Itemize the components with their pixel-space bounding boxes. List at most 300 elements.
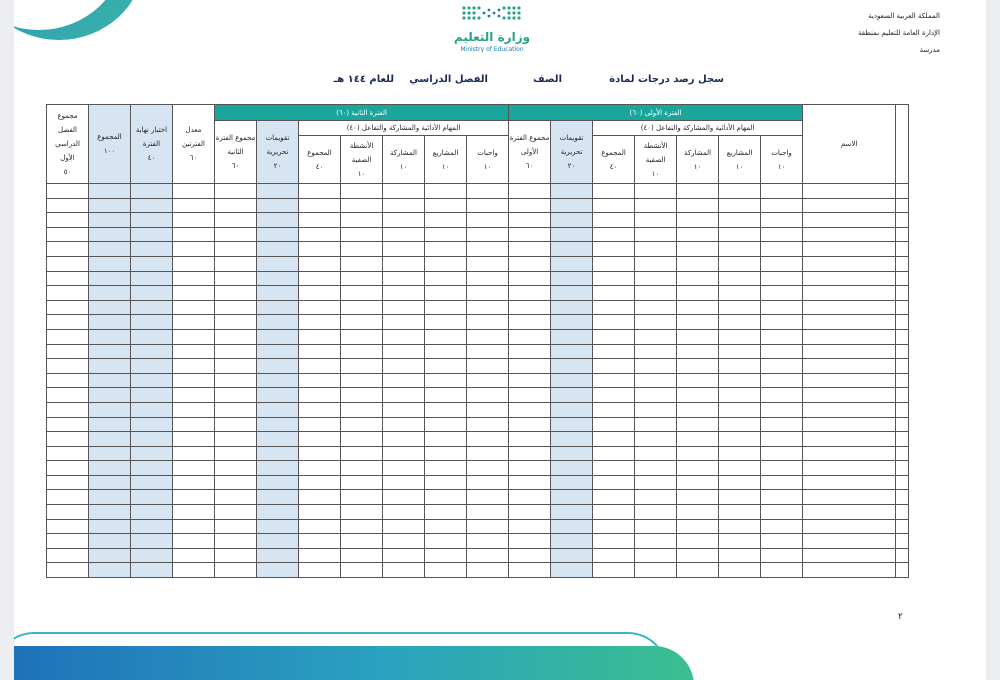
grade-cell[interactable] xyxy=(257,432,299,447)
grade-cell[interactable] xyxy=(131,534,173,549)
grade-cell[interactable] xyxy=(551,402,593,417)
grade-cell[interactable] xyxy=(896,213,909,228)
grade-cell[interactable] xyxy=(47,475,89,490)
grade-cell[interactable] xyxy=(341,286,383,301)
grade-cell[interactable] xyxy=(131,242,173,257)
grade-cell[interactable] xyxy=(551,315,593,330)
student-name-cell[interactable] xyxy=(803,315,896,330)
grade-cell[interactable] xyxy=(89,344,131,359)
grade-cell[interactable] xyxy=(383,271,425,286)
grade-cell[interactable] xyxy=(551,505,593,520)
grade-cell[interactable] xyxy=(173,198,215,213)
grade-cell[interactable] xyxy=(425,461,467,476)
grade-cell[interactable] xyxy=(467,198,509,213)
grade-cell[interactable] xyxy=(215,213,257,228)
grade-cell[interactable] xyxy=(467,388,509,403)
grade-cell[interactable] xyxy=(677,534,719,549)
grade-cell[interactable] xyxy=(89,432,131,447)
student-name-cell[interactable] xyxy=(803,432,896,447)
grade-cell[interactable] xyxy=(635,271,677,286)
student-name-cell[interactable] xyxy=(803,271,896,286)
grade-cell[interactable] xyxy=(677,432,719,447)
grade-cell[interactable] xyxy=(761,417,803,432)
grade-cell[interactable] xyxy=(719,213,761,228)
grade-cell[interactable] xyxy=(215,534,257,549)
grade-cell[interactable] xyxy=(173,563,215,578)
grade-cell[interactable] xyxy=(383,519,425,534)
grade-cell[interactable] xyxy=(47,388,89,403)
grade-cell[interactable] xyxy=(257,242,299,257)
grade-cell[interactable] xyxy=(677,344,719,359)
grade-cell[interactable] xyxy=(299,315,341,330)
grade-cell[interactable] xyxy=(467,373,509,388)
grade-cell[interactable] xyxy=(299,359,341,374)
grade-cell[interactable] xyxy=(299,402,341,417)
grade-cell[interactable] xyxy=(215,227,257,242)
grade-cell[interactable] xyxy=(719,227,761,242)
grade-cell[interactable] xyxy=(761,432,803,447)
grade-cell[interactable] xyxy=(896,271,909,286)
grade-cell[interactable] xyxy=(341,198,383,213)
grade-cell[interactable] xyxy=(257,534,299,549)
grade-cell[interactable] xyxy=(593,329,635,344)
grade-cell[interactable] xyxy=(635,563,677,578)
grade-cell[interactable] xyxy=(551,475,593,490)
student-name-cell[interactable] xyxy=(803,563,896,578)
grade-cell[interactable] xyxy=(383,184,425,199)
grade-cell[interactable] xyxy=(467,548,509,563)
grade-cell[interactable] xyxy=(761,213,803,228)
grade-cell[interactable] xyxy=(761,256,803,271)
grade-cell[interactable] xyxy=(89,548,131,563)
grade-cell[interactable] xyxy=(341,402,383,417)
grade-cell[interactable] xyxy=(509,548,551,563)
grade-cell[interactable] xyxy=(509,505,551,520)
grade-cell[interactable] xyxy=(173,534,215,549)
grade-cell[interactable] xyxy=(299,256,341,271)
grade-cell[interactable] xyxy=(215,519,257,534)
grade-cell[interactable] xyxy=(551,329,593,344)
grade-cell[interactable] xyxy=(257,402,299,417)
grade-cell[interactable] xyxy=(761,315,803,330)
grade-cell[interactable] xyxy=(719,198,761,213)
grade-cell[interactable] xyxy=(551,184,593,199)
grade-cell[interactable] xyxy=(896,286,909,301)
grade-cell[interactable] xyxy=(257,461,299,476)
grade-cell[interactable] xyxy=(509,227,551,242)
grade-cell[interactable] xyxy=(131,344,173,359)
grade-cell[interactable] xyxy=(677,519,719,534)
student-name-cell[interactable] xyxy=(803,388,896,403)
grade-cell[interactable] xyxy=(47,446,89,461)
grade-cell[interactable] xyxy=(896,373,909,388)
grade-cell[interactable] xyxy=(635,256,677,271)
grade-cell[interactable] xyxy=(341,548,383,563)
grade-cell[interactable] xyxy=(719,344,761,359)
grade-cell[interactable] xyxy=(173,184,215,199)
grade-cell[interactable] xyxy=(896,505,909,520)
grade-cell[interactable] xyxy=(299,213,341,228)
grade-cell[interactable] xyxy=(635,402,677,417)
grade-cell[interactable] xyxy=(257,198,299,213)
grade-cell[interactable] xyxy=(593,286,635,301)
grade-cell[interactable] xyxy=(593,490,635,505)
grade-cell[interactable] xyxy=(761,286,803,301)
grade-cell[interactable] xyxy=(131,286,173,301)
grade-cell[interactable] xyxy=(173,373,215,388)
grade-cell[interactable] xyxy=(89,402,131,417)
student-name-cell[interactable] xyxy=(803,402,896,417)
grade-cell[interactable] xyxy=(299,417,341,432)
grade-cell[interactable] xyxy=(677,286,719,301)
grade-cell[interactable] xyxy=(551,534,593,549)
grade-cell[interactable] xyxy=(896,548,909,563)
grade-cell[interactable] xyxy=(173,344,215,359)
grade-cell[interactable] xyxy=(89,315,131,330)
grade-cell[interactable] xyxy=(131,184,173,199)
grade-cell[interactable] xyxy=(341,461,383,476)
grade-cell[interactable] xyxy=(215,548,257,563)
grade-cell[interactable] xyxy=(761,505,803,520)
grade-cell[interactable] xyxy=(383,548,425,563)
grade-cell[interactable] xyxy=(896,475,909,490)
grade-cell[interactable] xyxy=(257,373,299,388)
grade-cell[interactable] xyxy=(896,198,909,213)
grade-cell[interactable] xyxy=(761,548,803,563)
grade-cell[interactable] xyxy=(257,227,299,242)
grade-cell[interactable] xyxy=(719,373,761,388)
grade-cell[interactable] xyxy=(467,432,509,447)
grade-cell[interactable] xyxy=(761,227,803,242)
grade-cell[interactable] xyxy=(173,432,215,447)
grade-cell[interactable] xyxy=(215,402,257,417)
grade-cell[interactable] xyxy=(425,432,467,447)
grade-cell[interactable] xyxy=(761,475,803,490)
grade-cell[interactable] xyxy=(719,242,761,257)
grade-cell[interactable] xyxy=(383,475,425,490)
grade-cell[interactable] xyxy=(215,242,257,257)
grade-cell[interactable] xyxy=(47,256,89,271)
grade-cell[interactable] xyxy=(467,534,509,549)
grade-cell[interactable] xyxy=(593,402,635,417)
grade-cell[interactable] xyxy=(896,461,909,476)
grade-cell[interactable] xyxy=(215,563,257,578)
grade-cell[interactable] xyxy=(383,300,425,315)
grade-cell[interactable] xyxy=(896,490,909,505)
grade-cell[interactable] xyxy=(215,432,257,447)
grade-cell[interactable] xyxy=(383,373,425,388)
grade-cell[interactable] xyxy=(509,373,551,388)
grade-cell[interactable] xyxy=(383,198,425,213)
grade-cell[interactable] xyxy=(677,227,719,242)
grade-cell[interactable] xyxy=(593,315,635,330)
grade-cell[interactable] xyxy=(635,490,677,505)
grade-cell[interactable] xyxy=(131,417,173,432)
grade-cell[interactable] xyxy=(896,329,909,344)
grade-cell[interactable] xyxy=(257,417,299,432)
grade-cell[interactable] xyxy=(635,446,677,461)
grade-cell[interactable] xyxy=(47,213,89,228)
grade-cell[interactable] xyxy=(425,446,467,461)
grade-cell[interactable] xyxy=(131,548,173,563)
grade-cell[interactable] xyxy=(341,213,383,228)
grade-cell[interactable] xyxy=(89,461,131,476)
grade-cell[interactable] xyxy=(551,432,593,447)
grade-cell[interactable] xyxy=(89,519,131,534)
grade-cell[interactable] xyxy=(551,256,593,271)
grade-cell[interactable] xyxy=(551,461,593,476)
grade-cell[interactable] xyxy=(719,286,761,301)
grade-cell[interactable] xyxy=(509,417,551,432)
grade-cell[interactable] xyxy=(383,329,425,344)
grade-cell[interactable] xyxy=(467,329,509,344)
grade-cell[interactable] xyxy=(896,256,909,271)
grade-cell[interactable] xyxy=(425,256,467,271)
grade-cell[interactable] xyxy=(215,388,257,403)
grade-cell[interactable] xyxy=(551,548,593,563)
grade-cell[interactable] xyxy=(299,432,341,447)
grade-cell[interactable] xyxy=(341,505,383,520)
grade-cell[interactable] xyxy=(341,344,383,359)
grade-cell[interactable] xyxy=(467,227,509,242)
grade-cell[interactable] xyxy=(509,388,551,403)
grade-cell[interactable] xyxy=(551,388,593,403)
grade-cell[interactable] xyxy=(593,271,635,286)
grade-cell[interactable] xyxy=(635,227,677,242)
grade-cell[interactable] xyxy=(89,300,131,315)
grade-cell[interactable] xyxy=(509,432,551,447)
student-name-cell[interactable] xyxy=(803,461,896,476)
grade-cell[interactable] xyxy=(299,242,341,257)
grade-cell[interactable] xyxy=(173,271,215,286)
grade-cell[interactable] xyxy=(257,184,299,199)
grade-cell[interactable] xyxy=(383,388,425,403)
grade-cell[interactable] xyxy=(131,446,173,461)
grade-cell[interactable] xyxy=(761,344,803,359)
grade-cell[interactable] xyxy=(896,534,909,549)
grade-cell[interactable] xyxy=(131,271,173,286)
grade-cell[interactable] xyxy=(761,402,803,417)
grade-cell[interactable] xyxy=(47,315,89,330)
grade-cell[interactable] xyxy=(425,490,467,505)
grade-cell[interactable] xyxy=(47,490,89,505)
grade-cell[interactable] xyxy=(47,184,89,199)
grade-cell[interactable] xyxy=(425,359,467,374)
grade-cell[interactable] xyxy=(509,213,551,228)
grade-cell[interactable] xyxy=(131,402,173,417)
grade-cell[interactable] xyxy=(677,505,719,520)
grade-cell[interactable] xyxy=(896,315,909,330)
grade-cell[interactable] xyxy=(173,446,215,461)
grade-cell[interactable] xyxy=(89,359,131,374)
grade-cell[interactable] xyxy=(89,534,131,549)
grade-cell[interactable] xyxy=(341,432,383,447)
grade-cell[interactable] xyxy=(341,329,383,344)
grade-cell[interactable] xyxy=(341,490,383,505)
grade-cell[interactable] xyxy=(467,256,509,271)
grade-cell[interactable] xyxy=(257,490,299,505)
grade-cell[interactable] xyxy=(761,519,803,534)
grade-cell[interactable] xyxy=(425,548,467,563)
grade-cell[interactable] xyxy=(257,359,299,374)
grade-cell[interactable] xyxy=(257,271,299,286)
grade-cell[interactable] xyxy=(896,359,909,374)
grade-cell[interactable] xyxy=(467,475,509,490)
grade-cell[interactable] xyxy=(509,490,551,505)
grade-cell[interactable] xyxy=(509,286,551,301)
grade-cell[interactable] xyxy=(425,534,467,549)
grade-cell[interactable] xyxy=(896,388,909,403)
grade-cell[interactable] xyxy=(299,563,341,578)
student-name-cell[interactable] xyxy=(803,198,896,213)
grade-cell[interactable] xyxy=(896,300,909,315)
grade-cell[interactable] xyxy=(593,198,635,213)
grade-cell[interactable] xyxy=(677,417,719,432)
grade-cell[interactable] xyxy=(425,184,467,199)
grade-cell[interactable] xyxy=(257,256,299,271)
grade-cell[interactable] xyxy=(593,505,635,520)
grade-cell[interactable] xyxy=(341,271,383,286)
grade-cell[interactable] xyxy=(341,242,383,257)
grade-cell[interactable] xyxy=(635,432,677,447)
grade-cell[interactable] xyxy=(509,534,551,549)
grade-cell[interactable] xyxy=(299,329,341,344)
grade-cell[interactable] xyxy=(677,271,719,286)
grade-cell[interactable] xyxy=(299,475,341,490)
grade-cell[interactable] xyxy=(467,315,509,330)
grade-cell[interactable] xyxy=(299,271,341,286)
grade-cell[interactable] xyxy=(257,213,299,228)
grade-cell[interactable] xyxy=(257,563,299,578)
grade-cell[interactable] xyxy=(341,315,383,330)
grade-cell[interactable] xyxy=(761,563,803,578)
grade-cell[interactable] xyxy=(593,373,635,388)
student-name-cell[interactable] xyxy=(803,475,896,490)
grade-cell[interactable] xyxy=(383,505,425,520)
grade-cell[interactable] xyxy=(593,417,635,432)
grade-cell[interactable] xyxy=(635,242,677,257)
grade-cell[interactable] xyxy=(215,286,257,301)
grade-cell[interactable] xyxy=(677,461,719,476)
grade-cell[interactable] xyxy=(89,388,131,403)
grade-cell[interactable] xyxy=(467,446,509,461)
grade-cell[interactable] xyxy=(677,329,719,344)
grade-cell[interactable] xyxy=(551,490,593,505)
grade-cell[interactable] xyxy=(215,315,257,330)
grade-cell[interactable] xyxy=(551,563,593,578)
grade-cell[interactable] xyxy=(635,300,677,315)
grade-cell[interactable] xyxy=(896,227,909,242)
grade-cell[interactable] xyxy=(509,242,551,257)
grade-cell[interactable] xyxy=(425,417,467,432)
grade-cell[interactable] xyxy=(47,242,89,257)
grade-cell[interactable] xyxy=(593,534,635,549)
grade-cell[interactable] xyxy=(719,519,761,534)
grade-cell[interactable] xyxy=(677,548,719,563)
student-name-cell[interactable] xyxy=(803,227,896,242)
grade-cell[interactable] xyxy=(509,198,551,213)
grade-cell[interactable] xyxy=(299,373,341,388)
grade-cell[interactable] xyxy=(509,329,551,344)
grade-cell[interactable] xyxy=(341,184,383,199)
grade-cell[interactable] xyxy=(593,242,635,257)
grade-cell[interactable] xyxy=(383,286,425,301)
grade-cell[interactable] xyxy=(467,184,509,199)
grade-cell[interactable] xyxy=(299,519,341,534)
grade-cell[interactable] xyxy=(47,417,89,432)
grade-cell[interactable] xyxy=(635,475,677,490)
grade-cell[interactable] xyxy=(299,461,341,476)
grade-cell[interactable] xyxy=(173,359,215,374)
grade-cell[interactable] xyxy=(383,490,425,505)
grade-cell[interactable] xyxy=(719,271,761,286)
grade-cell[interactable] xyxy=(551,344,593,359)
grade-cell[interactable] xyxy=(131,505,173,520)
grade-cell[interactable] xyxy=(341,446,383,461)
grade-cell[interactable] xyxy=(425,373,467,388)
grade-cell[interactable] xyxy=(257,446,299,461)
grade-cell[interactable] xyxy=(425,505,467,520)
grade-cell[interactable] xyxy=(761,388,803,403)
grade-cell[interactable] xyxy=(131,373,173,388)
grade-cell[interactable] xyxy=(131,432,173,447)
grade-cell[interactable] xyxy=(509,300,551,315)
grade-cell[interactable] xyxy=(551,271,593,286)
grade-cell[interactable] xyxy=(425,402,467,417)
grade-cell[interactable] xyxy=(47,344,89,359)
student-name-cell[interactable] xyxy=(803,242,896,257)
grade-cell[interactable] xyxy=(635,213,677,228)
student-name-cell[interactable] xyxy=(803,519,896,534)
grade-cell[interactable] xyxy=(593,344,635,359)
grade-cell[interactable] xyxy=(719,256,761,271)
grade-cell[interactable] xyxy=(551,213,593,228)
grade-cell[interactable] xyxy=(89,213,131,228)
grade-cell[interactable] xyxy=(47,519,89,534)
grade-cell[interactable] xyxy=(341,256,383,271)
grade-cell[interactable] xyxy=(467,417,509,432)
grade-cell[interactable] xyxy=(89,256,131,271)
grade-cell[interactable] xyxy=(341,563,383,578)
grade-cell[interactable] xyxy=(635,315,677,330)
grade-cell[interactable] xyxy=(383,461,425,476)
grade-cell[interactable] xyxy=(509,359,551,374)
grade-cell[interactable] xyxy=(719,184,761,199)
grade-cell[interactable] xyxy=(383,432,425,447)
grade-cell[interactable] xyxy=(593,519,635,534)
grade-cell[interactable] xyxy=(341,417,383,432)
grade-cell[interactable] xyxy=(896,344,909,359)
grade-cell[interactable] xyxy=(89,227,131,242)
grade-cell[interactable] xyxy=(215,184,257,199)
grade-cell[interactable] xyxy=(509,461,551,476)
grade-cell[interactable] xyxy=(383,417,425,432)
grade-cell[interactable] xyxy=(299,505,341,520)
grade-cell[interactable] xyxy=(131,256,173,271)
grade-cell[interactable] xyxy=(341,227,383,242)
grade-cell[interactable] xyxy=(299,198,341,213)
grade-cell[interactable] xyxy=(47,329,89,344)
grade-cell[interactable] xyxy=(215,490,257,505)
grade-cell[interactable] xyxy=(257,548,299,563)
grade-cell[interactable] xyxy=(383,534,425,549)
grade-cell[interactable] xyxy=(89,446,131,461)
student-name-cell[interactable] xyxy=(803,300,896,315)
grade-cell[interactable] xyxy=(215,446,257,461)
grade-cell[interactable] xyxy=(89,184,131,199)
grade-cell[interactable] xyxy=(89,417,131,432)
grade-cell[interactable] xyxy=(467,505,509,520)
